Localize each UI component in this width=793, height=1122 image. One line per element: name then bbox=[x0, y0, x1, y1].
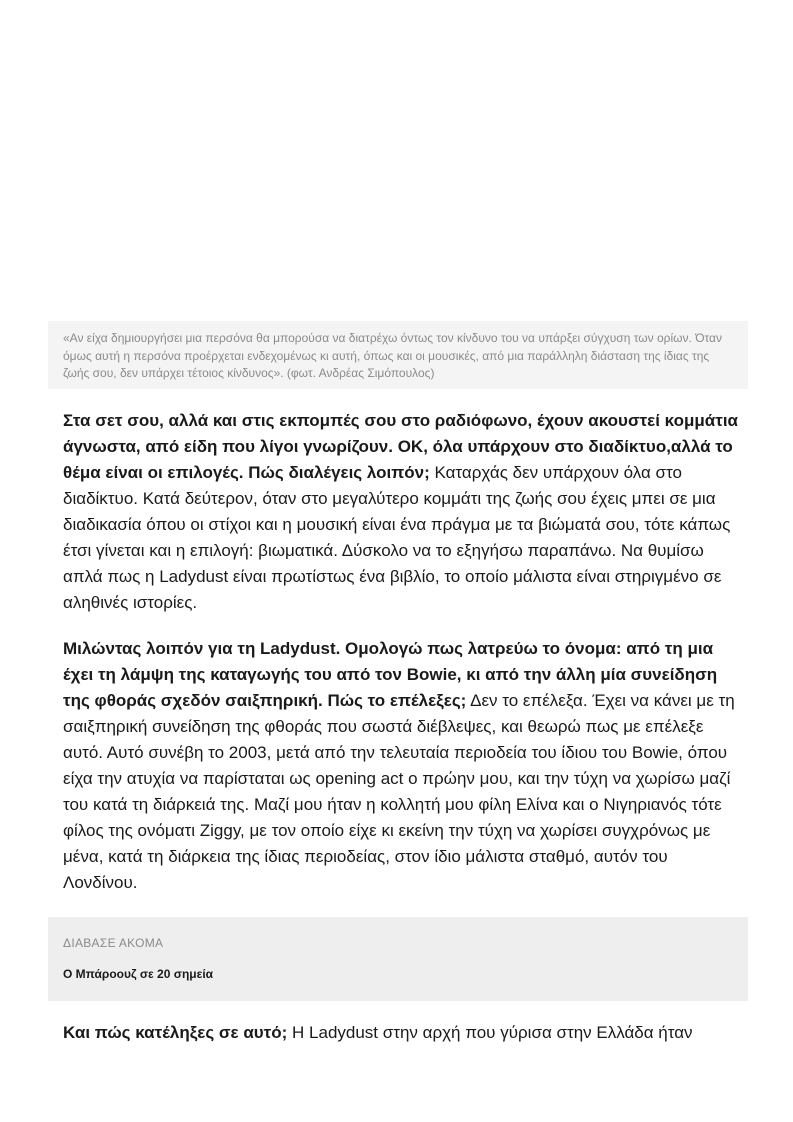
article-paragraph bbox=[63, 636, 743, 896]
interview-answer: Καταρχάς δεν υπάρχουν όλα στο διαδίκτυο. Κατά δεύτερον, όταν στο μεγαλύτερο κομμάτι της ζωής σου έχεις μπει σε μια διαδικασία όπου οι στίχοι και η μουσική είναι ένα πράγμα με τα βιώματά σου, τότε κάπως έτσι γίνεται και η επιλογή: βιωματικά. Δύσκολο να το εξηγήσω παραπάνω. Να θυμίσω απλά πως η Ladydust είναι πρωτίστως ένα βιβλίο, το οποίο μάλιστα είναι στηριγμένο σε αληθινές ιστορίες. bbox=[63, 463, 731, 612]
read-more-label: ΔΙΑΒΑΣΕ ΑΚΟΜΑ bbox=[63, 936, 164, 950]
article-paragraph bbox=[63, 408, 743, 616]
interview-question: Μιλώντας λοιπόν για τη Ladydust. Ομολογώ πως λατρεύω το όνομα: από τη μια έχει τη λάμψη της καταγωγής του από τον Bowie, κι από την άλλη μία συνείδηση της φθοράς σχεδόν σαιξπηρική. Πώς το επέλεξες; bbox=[63, 639, 718, 710]
read-more-link[interactable]: Ο Μπάροουζ σε 20 σημεία bbox=[63, 967, 214, 981]
image-caption: «Αν είχα δημιουργήσει μια περσόνα θα μπορούσα να διατρέχω όντως τον κίνδυνο του να υπάρξει σύγχυση των ορίων. Όταν όμως αυτή η περσόνα προέρχεται ενδεχομένως κι αυτή, όπως και οι μουσικές, από μια παράλληλη διάσταση της ίδιας της ζωής σου, δεν υπάρχει τέτοιος κίνδυνος». (φωτ. Ανδρέας Σιμόπουλος) bbox=[48, 321, 748, 389]
interview-question: Και πώς κατέληξες σε αυτό; bbox=[63, 1023, 288, 1042]
interview-answer: Η Ladydust στην αρχή που γύρισα στην Ελλάδα ήταν bbox=[287, 1023, 693, 1042]
interview-answer: Δεν το επέλεξα. Έχει να κάνει με τη σαιξπηρική συνείδηση της φθοράς που σωστά διέβλεψες, και θεωρώ πως με επέλεξε αυτό. Αυτό συνέβη το 2003, μετά από την τελευταία περιοδεία του ίδιου του Bowie, όπου είχα την ατυχία να παρίσταται ως opening act ο πρώην μου, και την τύχη να χωρίσω μαζί του κατά τη διάρκειά της. Μαζί μου ήταν η κολλητή μου φίλη Ελίνα και ο Νιγηριανός τότε φίλος της ονόματι Ziggy, με τον οποίο είχε κι εκείνη την τύχη να χωρίσει συγχρόνως με μένα, κατά τη διάρκεια της ίδιας περιοδείας, στον ίδιο μάλιστα σταθμό, αυτόν του Λονδίνου. bbox=[63, 691, 735, 892]
article-paragraph bbox=[63, 1020, 743, 1046]
interview-question: Στα σετ σου, αλλά και στις εκπομπές σου στο ραδιόφωνο, έχουν ακουστεί κομμάτια άγνωστα, από είδη που λίγοι γνωρίζουν. ΟΚ, όλα υπάρχουν στο διαδίκτυο,αλλά το θέμα είναι οι επιλογές. Πώς διαλέγεις λοιπόν; bbox=[63, 411, 738, 482]
read-more-box bbox=[48, 917, 748, 1001]
